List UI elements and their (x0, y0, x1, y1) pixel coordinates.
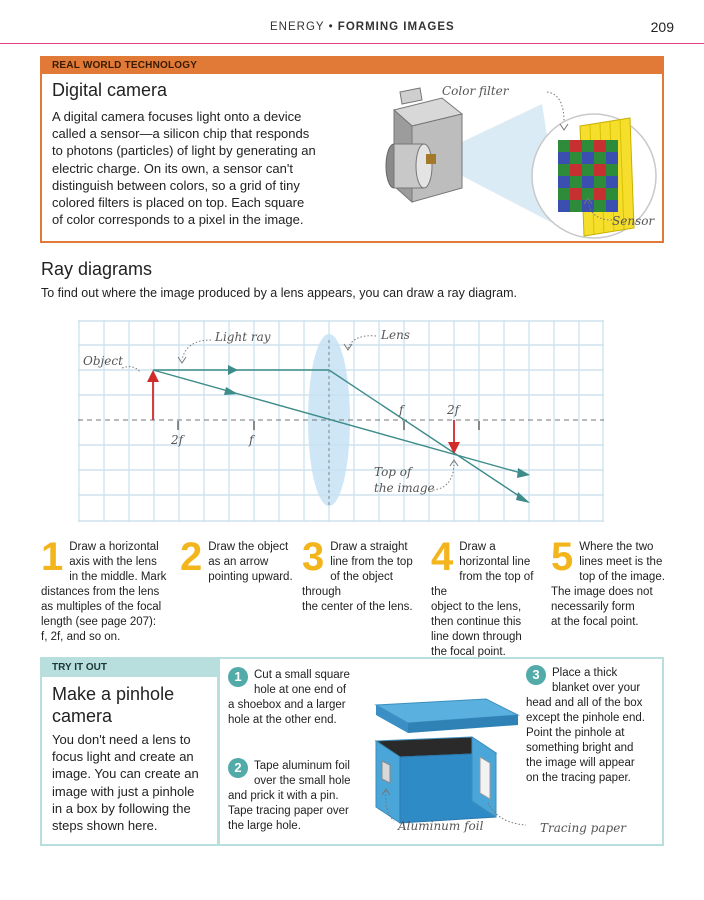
real-world-body (52, 108, 334, 228)
label-sensor: Sensor (612, 214, 655, 228)
step-number: 4 (431, 535, 454, 579)
sensor-leader (580, 194, 616, 226)
label-f-left: f (249, 433, 254, 447)
body-line: electric charge. On its own, a sensor can't (52, 160, 293, 176)
real-world-box (40, 56, 664, 243)
label-color-filter: Color filter (442, 84, 509, 98)
body-line: colored filters is placed on top. Each square (52, 195, 305, 211)
body-line: called a sensor—a silicon chip that responds (52, 126, 310, 142)
ray-diagrams-intro: To find out where the image produced by a lens appears, you can draw a ray diagram. (41, 286, 517, 300)
real-world-tag-bar (42, 58, 662, 74)
label-2f-right: 2f (447, 403, 460, 417)
shoebox-illustration (368, 695, 528, 835)
tracing-paper (480, 757, 490, 799)
try-it-out-tag: TRY IT OUT (52, 662, 107, 673)
try-step-number: 2 (228, 758, 248, 778)
try-step-number: 3 (526, 665, 546, 685)
section-title: ENERGY • FORMING IMAGES (270, 21, 455, 33)
body-line: A digital camera focuses light onto a device (52, 109, 302, 124)
body-line: distinguish between colors, so a grid of tiny (52, 177, 300, 193)
label-top-of: Top of (374, 465, 412, 479)
step-number: 3 (302, 535, 325, 579)
label-lens: Lens (381, 328, 410, 342)
try-step-1: 1 Cut a small square hole at one end of a shoebox and a larger hole at the other end. (228, 669, 350, 726)
label-light-ray: Light ray (215, 330, 271, 344)
try-step-number: 1 (228, 667, 248, 687)
body-line: to photons (particles) of light by generating an (52, 143, 316, 159)
step-number: 5 (551, 535, 574, 579)
step-3: 3 Draw a straight line from the top of the object through the center of the lens. (302, 535, 413, 613)
try-step-3: 3 Place a thick blanket over your head and all of the box except the pinhole end. Point the pinhole at something bright and the image will appear on the tracing paper. (526, 667, 645, 784)
ray-diagrams-heading: Ray diagrams (41, 259, 153, 279)
real-world-tag: REAL WORLD TECHNOLOGY (52, 60, 198, 71)
step-1: 1 Draw a horizontal axis with the lens in the middle. Mark distances from the lens as multiples of the focal length (see page 207): f, 2f, and so on. (41, 535, 167, 643)
label-object: Object (83, 354, 123, 368)
try-it-out-intro-panel (42, 659, 220, 844)
try-step-2: 2 Tape aluminum foil over the small hole and prick it with a pin. Tape tracing paper over the large hole. (228, 760, 351, 832)
try-it-out-box (40, 657, 664, 846)
label-tracing-paper: Tracing paper (540, 821, 627, 835)
ray-diagram (78, 320, 604, 522)
try-it-out-title: Make a pinhole camera (52, 684, 175, 726)
label-f-right: f (399, 403, 404, 417)
real-world-title: Digital camera (52, 80, 168, 100)
step-number: 1 (41, 535, 64, 579)
step-5: 5 Where the two lines meet is the top of the image. The image does not necessarily form at the focal point. (551, 535, 665, 628)
label-2f-left: 2f (171, 433, 184, 447)
page-number: 209 (650, 19, 674, 35)
try-it-out-tag-bar (42, 659, 220, 677)
label-the-image: the image (374, 481, 435, 495)
aluminum-foil (382, 761, 390, 783)
running-head (0, 0, 704, 44)
body-line: of color corresponds to a pixel in the image. (52, 212, 304, 228)
step-4: 4 Draw a horizontal line from the top of the object to the lens, then continue this line down through the focal point. (431, 535, 534, 658)
try-it-out-body: You don't need a lens to focus light and create an image. You can create an image with just a pinhole in a box by following the steps shown here. (52, 732, 199, 834)
step-number: 2 (180, 535, 203, 579)
label-aluminum-foil: Aluminum foil (398, 819, 484, 833)
step-2: 2 Draw the object as an arrow pointing upward. (180, 535, 293, 583)
